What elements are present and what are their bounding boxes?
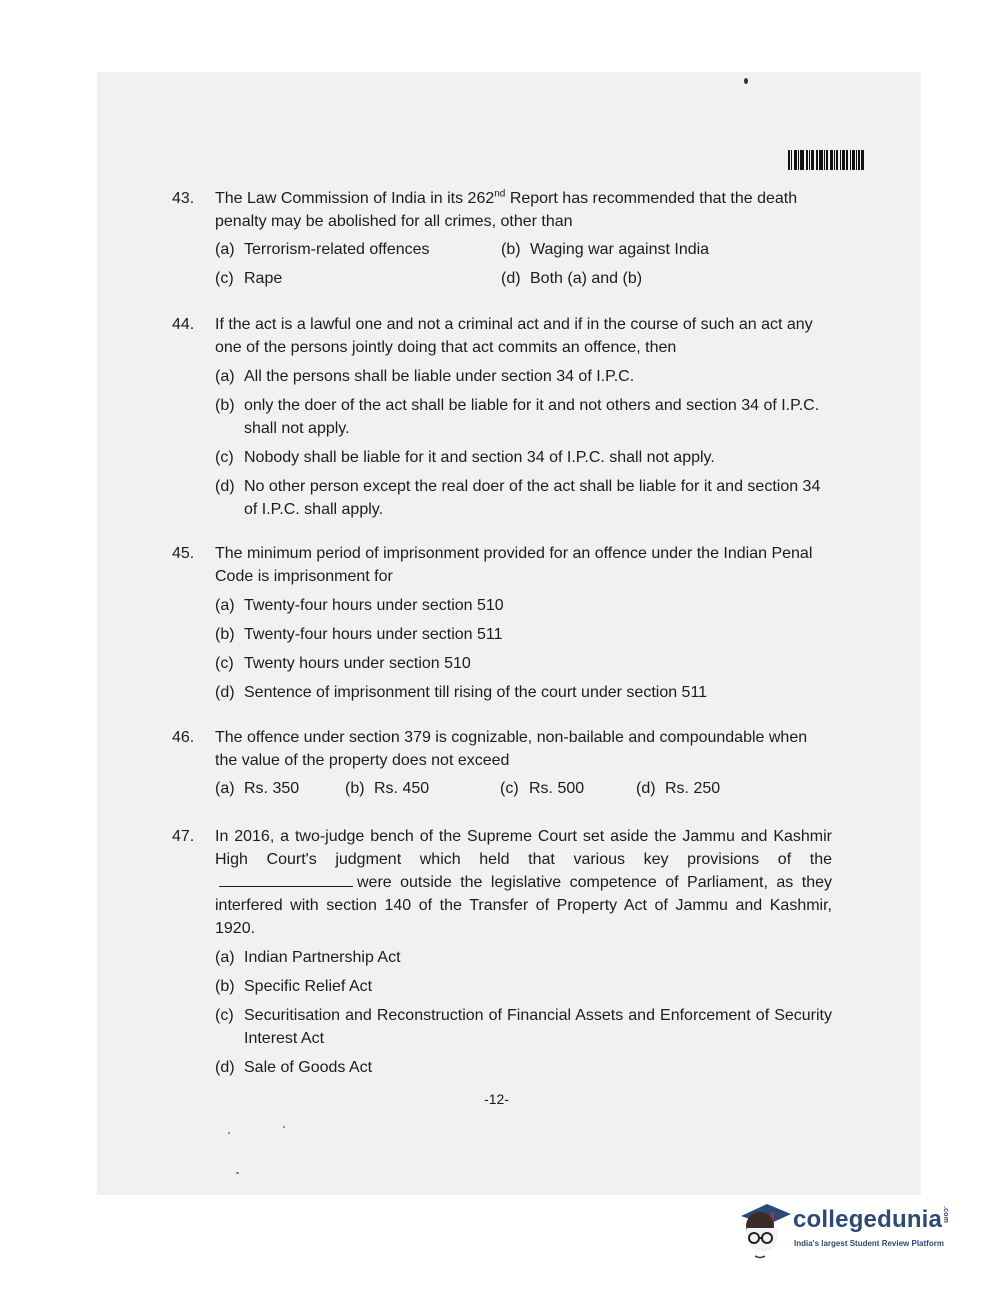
question-43 (172, 187, 832, 290)
option-a: (a) Terrorism-related offences (215, 241, 430, 258)
brand-tagline: India's largest Student Review Platform (794, 1239, 944, 1248)
scan-speck (744, 78, 748, 84)
question-text: The Law Commission of India in its 262nd Report has recommended that the death penalty may be abolished for all crimes, other than (215, 188, 798, 230)
option-b: (b) Rs. 450 (345, 780, 430, 797)
option-c: (c) Rape (215, 270, 283, 287)
option-c: (c) Securitisation and Reconstruction of Financial Assets and Enforcement of Security Interest Act (215, 1007, 832, 1047)
option-d: (d) Sale of Goods Act (215, 1059, 373, 1076)
scan-speck (236, 1172, 239, 1174)
options-grid (215, 238, 832, 290)
collegedunia-logo (737, 1198, 967, 1268)
option-a: (a) Rs. 350 (215, 780, 300, 797)
question-45 (172, 542, 832, 704)
question-number: 47. (172, 828, 195, 845)
options-list (215, 946, 832, 1079)
question-text: If the act is a lawful one and not a criminal act and if in the course of such an act any one of the persons jointly doing that act commits an offence, then (215, 316, 813, 356)
option-c: (c) Twenty hours under section 510 (215, 655, 471, 672)
scan-speck (283, 1126, 285, 1128)
page-number: -12- (484, 1091, 509, 1107)
options-list (215, 594, 832, 704)
question-number: 46. (172, 729, 195, 746)
option-d: (d) Rs. 250 (636, 780, 721, 797)
option-b: (b) only the doer of the act shall be liable for it and not others and section 34 of I.P.C. shall not apply. (215, 397, 820, 437)
question-text: The minimum period of imprisonment provided for an offence under the Indian Penal Code is imprisonment for (215, 545, 813, 585)
scan-speck (228, 1132, 230, 1134)
options-row (215, 777, 832, 800)
option-a: (a) Twenty-four hours under section 510 (215, 597, 504, 614)
option-d: (d) No other person except the real doer of the act shall be liable for it and section 34 of I.P.C. shall apply. (215, 478, 821, 518)
barcode-graphic (788, 150, 864, 170)
student-mascot-icon (737, 1198, 793, 1260)
question-44 (172, 313, 832, 521)
question-text: In 2016, a two-judge bench of the Supreme Court set aside the Jammu and Kashmir High Court's judgment which held that various key provisions of thewere outside the legislative competence of Parliament, as they interfered with section 140 of the Transfer of Property Act of Jammu and Kashmir, 1920. (215, 828, 832, 937)
question-number: 43. (172, 190, 195, 207)
question-46 (172, 726, 832, 800)
fill-in-blank (219, 872, 353, 887)
brand-name: collegedunia.com (793, 1206, 950, 1233)
option-c: (c) Rs. 500 (500, 780, 585, 797)
question-number: 45. (172, 545, 195, 562)
options-list (215, 365, 832, 521)
option-c: (c) Nobody shall be liable for it and section 34 of I.P.C. shall not apply. (215, 449, 715, 466)
option-b: (b) Specific Relief Act (215, 978, 373, 995)
option-d: (d) Both (a) and (b) (501, 270, 643, 287)
option-b: (b) Twenty-four hours under section 511 (215, 626, 503, 643)
option-a: (a) All the persons shall be liable under section 34 of I.P.C. (215, 368, 635, 385)
option-d: (d) Sentence of imprisonment till rising of the court under section 511 (215, 684, 708, 701)
question-text: The offence under section 379 is cognizable, non-bailable and compoundable when the value of the property does not exceed (215, 729, 808, 769)
option-a: (a) Indian Partnership Act (215, 949, 401, 966)
question-number: 44. (172, 316, 195, 333)
question-47 (172, 825, 832, 1079)
option-b: (b) Waging war against India (501, 241, 710, 258)
